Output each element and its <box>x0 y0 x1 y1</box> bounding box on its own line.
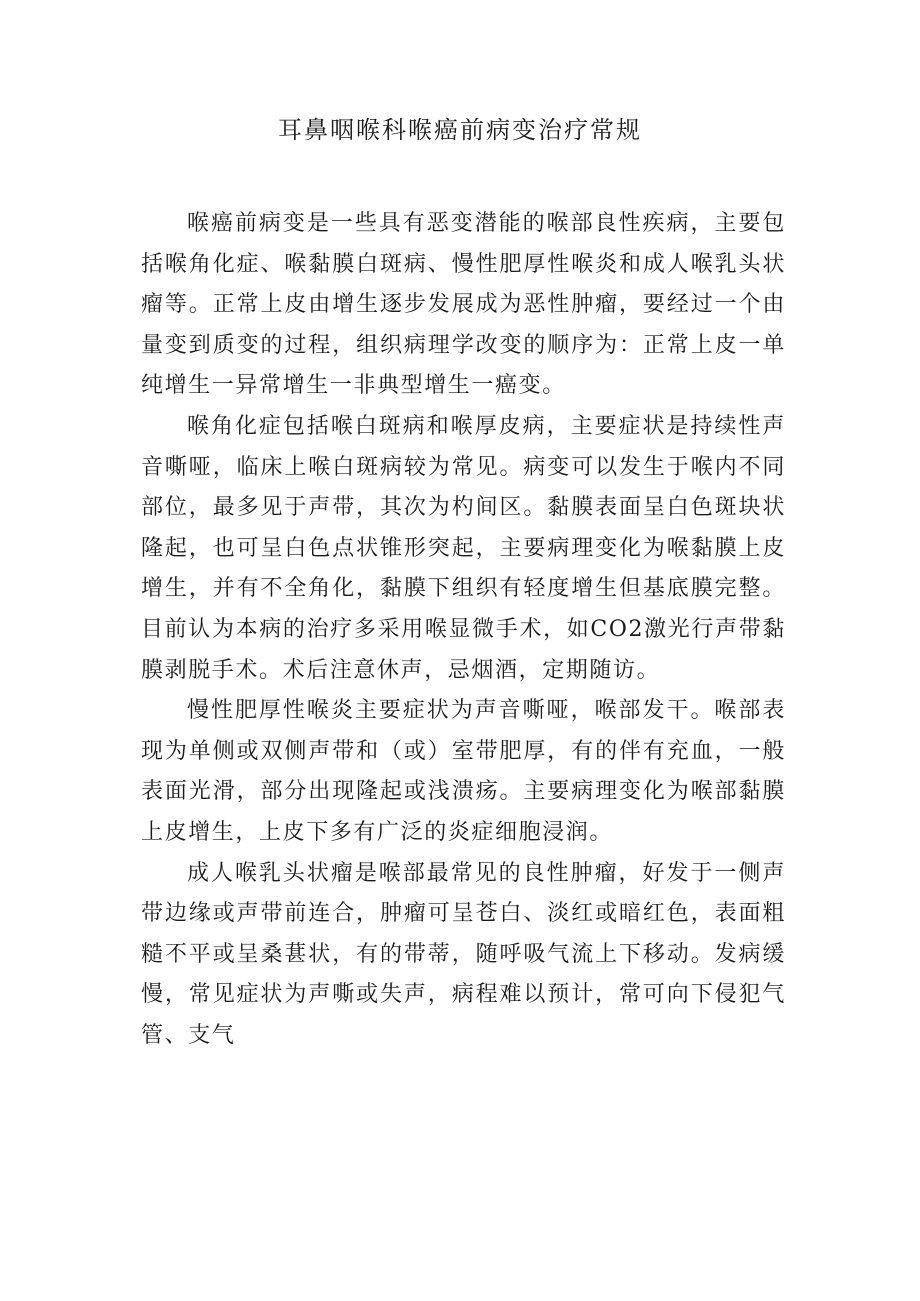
paragraph-chronic-hypertrophic-laryngitis: 慢性肥厚性喉炎主要症状为声音嘶哑，喉部发干。喉部表现为单侧或双侧声带和（或）室带肥厚，有的伴有充血，一般表面光滑，部分出现隆起或浅溃疡。主要病理变化为喉部黏膜上皮增生，上皮下多有广泛的炎症细胞浸润。 <box>141 698 786 845</box>
paragraph-precancerous-lesions: 喉癌前病变是一些具有恶变潜能的喉部良性疾病，主要包括喉角化症、喉黏膜白斑病、慢性肥厚性喉炎和成人喉乳头状瘤等。正常上皮由增生逐步发展成为恶性肿瘤，要经过一个由量变到质变的过程，组织病理学改变的顺序为：正常上皮一单纯增生一异常增生一非典型增生一癌变。 <box>141 211 786 399</box>
paragraph-keratosis: 喉角化症包括喉白斑病和喉厚皮病，主要症状是持续性声音嘶哑，临床上喉白斑病较为常见。病变可以发生于喉内不同部位，最多见于声带，其次为杓间区。黏膜表面呈白色斑块状隆起，也可呈白色点状锥形突起，主要病理变化为喉黏膜上皮增生，并有不全角化，黏膜下组织有轻度增生但基底膜完整。目前认为本病的治疗多采用喉显微手术，如CO2激光行声带黏膜剥脱手术。术后注意休声，忌烟酒，定期随访。 <box>141 413 786 683</box>
paragraph-papilloma: 成人喉乳头状瘤是喉部最常见的良性肿瘤，好发于一侧声带边缘或声带前连合，肿瘤可呈苍白、淡红或暗红色，表面粗糙不平或呈桑葚状，有的带蒂，随呼吸气流上下移动。发病缓慢，常见症状为声嘶或失声，病程难以预计，常可向下侵犯气管、支气 <box>141 860 786 1048</box>
document-body <box>141 204 786 1056</box>
document-title: 耳鼻咽喉科喉癌前病变治疗常规 <box>278 116 642 144</box>
